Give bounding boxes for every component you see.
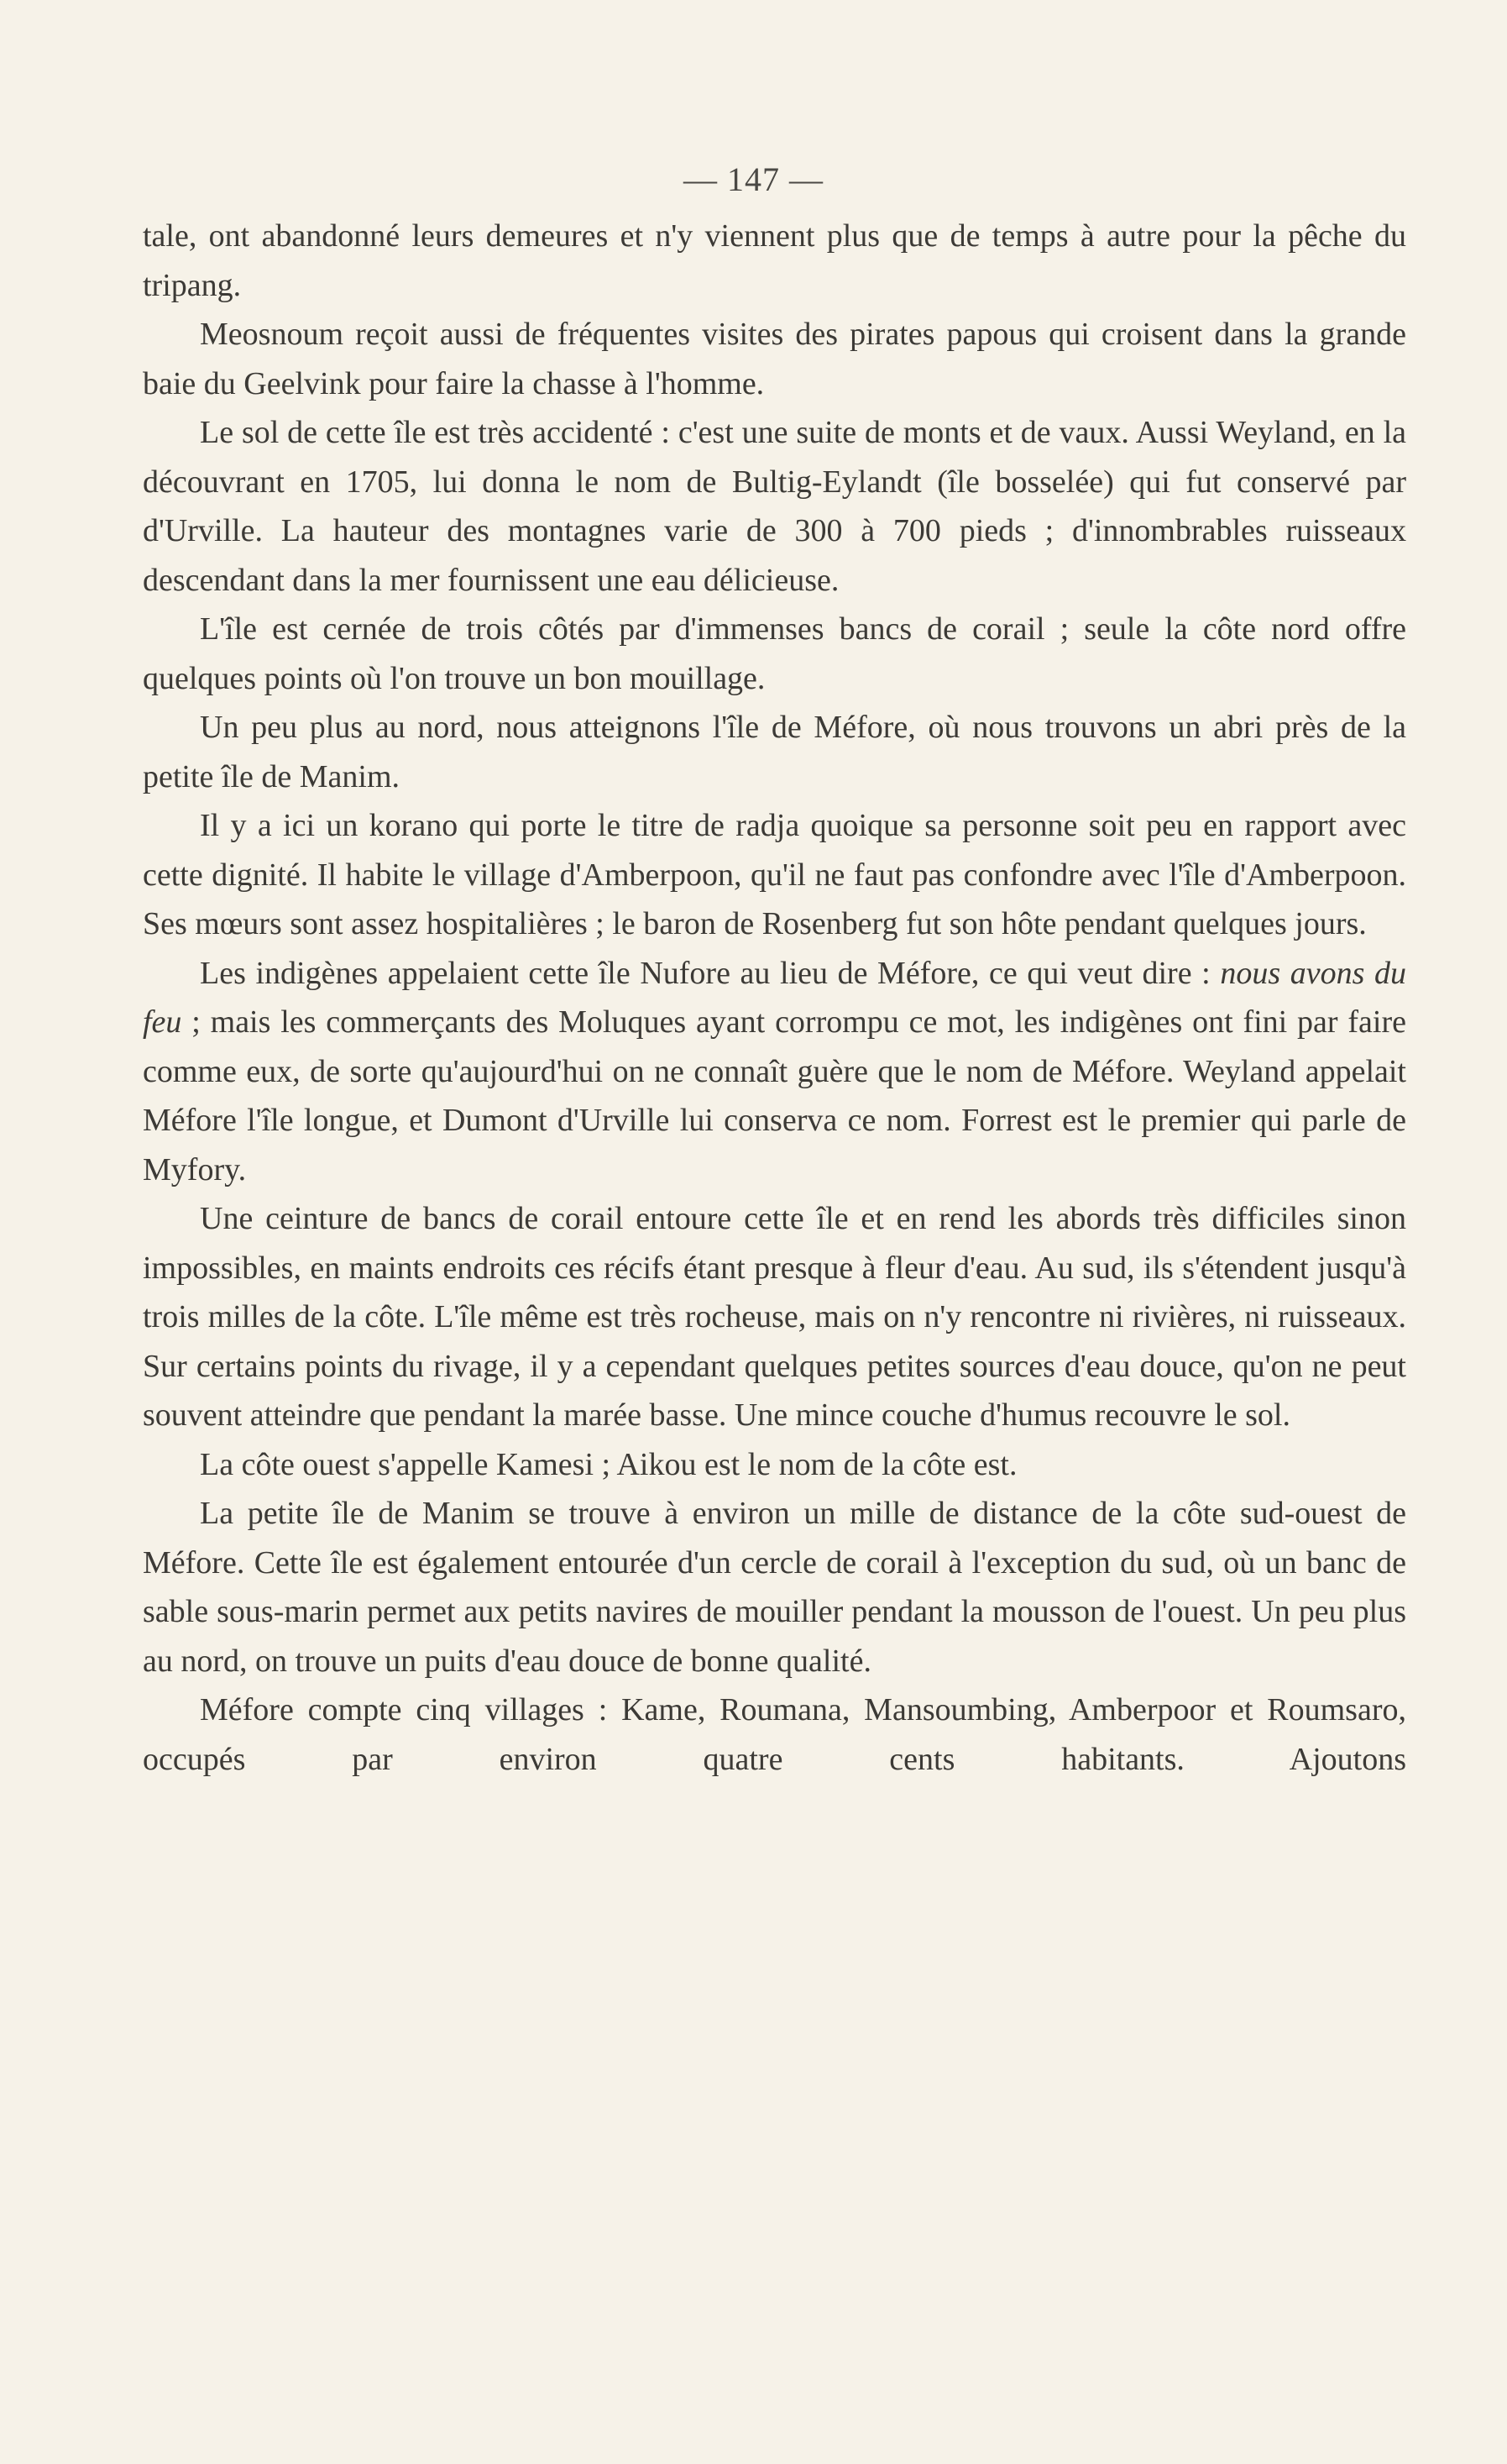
paragraph-text: tale, ont abandonné leurs demeures et n'y viennent plus que de temps à autre pour la pêche du tripang. bbox=[143, 218, 1406, 303]
paragraph-text: Une ceinture de bancs de corail entoure cette île et en rend les abords très difficiles sinon impossibles, en maints endroits ces récifs étant presque à fleur d'eau. Au sud, ils s'étendent jusqu'à trois milles de la côte. L'île même est très rocheuse, mais on n'y rencontre ni rivières, ni ruisseaux. Sur certains points du rivage, il y a cependant quelques petites sources d'eau douce, qu'on ne peut souvent atteindre que pendant la marée basse. Une mince couche d'humus recouvre le sol. bbox=[143, 1201, 1406, 1433]
paragraph bbox=[143, 1489, 1406, 1685]
body-text bbox=[143, 212, 1406, 1784]
paragraph-text: L'île est cernée de trois côtés par d'immenses bancs de corail ; seule la côte nord offre quelques points où l'on trouve un bon mouillage. bbox=[143, 611, 1406, 696]
paragraph bbox=[143, 212, 1406, 310]
paragraph bbox=[143, 605, 1406, 703]
paragraph-text: Les indigènes appelaient cette île Nufore au lieu de Méfore, ce qui veut dire : bbox=[200, 955, 1221, 991]
paragraph bbox=[143, 1685, 1406, 1784]
paragraph-text: Méfore compte cinq villages : Kame, Roumana, Mansoumbing, Amberpoor et Roumsaro, occupés par environ quatre cents habitants. Ajoutons bbox=[143, 1692, 1406, 1777]
italic-phrase: nous avons du feu bbox=[143, 955, 1406, 1040]
paragraph bbox=[143, 408, 1406, 605]
paragraph bbox=[143, 1440, 1406, 1490]
paragraph bbox=[143, 1194, 1406, 1440]
page-number: — 147 — bbox=[683, 160, 824, 198]
paragraph-text: La petite île de Manim se trouve à environ un mille de distance de la côte sud-ouest de Méfore. Cette île est également entourée d'un cercle de corail à l'exception du sud, où un banc de sable sous-marin permet aux petits navires de mouiller pendant la mousson de l'ouest. Un peu plus au nord, on trouve un puits d'eau douce de bonne qualité. bbox=[143, 1496, 1406, 1679]
paragraph-text: La côte ouest s'appelle Kamesi ; Aikou est le nom de la côte est. bbox=[200, 1446, 1018, 1482]
paragraph-text: Le sol de cette île est très accidenté : c'est une suite de monts et de vaux. Aussi Weyland, en la découvrant en 1705, lui donna le nom de Bultig-Eylandt (île bosselée) qui fut conservé par d'Urville. La hauteur des montagnes varie de 300 à 700 pieds ; d'innombrables ruisseaux descendant dans la mer fournissent une eau délicieuse. bbox=[143, 415, 1406, 598]
paragraph bbox=[143, 703, 1406, 801]
paragraph bbox=[143, 310, 1406, 408]
paragraph-text: Meosnoum reçoit aussi de fréquentes visites des pirates papous qui croisent dans la grande baie du Geelvink pour faire la chasse à l'homme. bbox=[143, 317, 1406, 401]
paragraph-text: ; mais les commerçants des Moluques ayant corrompu ce mot, les indigènes ont fini par faire comme eux, de sorte qu'aujourd'hui on ne connaît guère que le nom de Méfore. Weyland appelait Méfore l'île longue, et Dumont d'Urville lui conserva ce nom. Forrest est le premier qui parle de Myfory. bbox=[143, 1004, 1406, 1187]
paragraph bbox=[143, 949, 1406, 1195]
paragraph-text: Un peu plus au nord, nous atteignons l'île de Méfore, où nous trouvons un abri près de la petite île de Manim. bbox=[143, 710, 1406, 794]
paragraph bbox=[143, 801, 1406, 949]
paragraph-text: Il y a ici un korano qui porte le titre de radja quoique sa personne soit peu en rapport avec cette dignité. Il habite le village d'Amberpoon, qu'il ne faut pas confondre avec l'île d'Amberpoon. Ses mœurs sont assez hospitalières ; le baron de Rosenberg fut son hôte pendant quelques jours. bbox=[143, 808, 1406, 941]
